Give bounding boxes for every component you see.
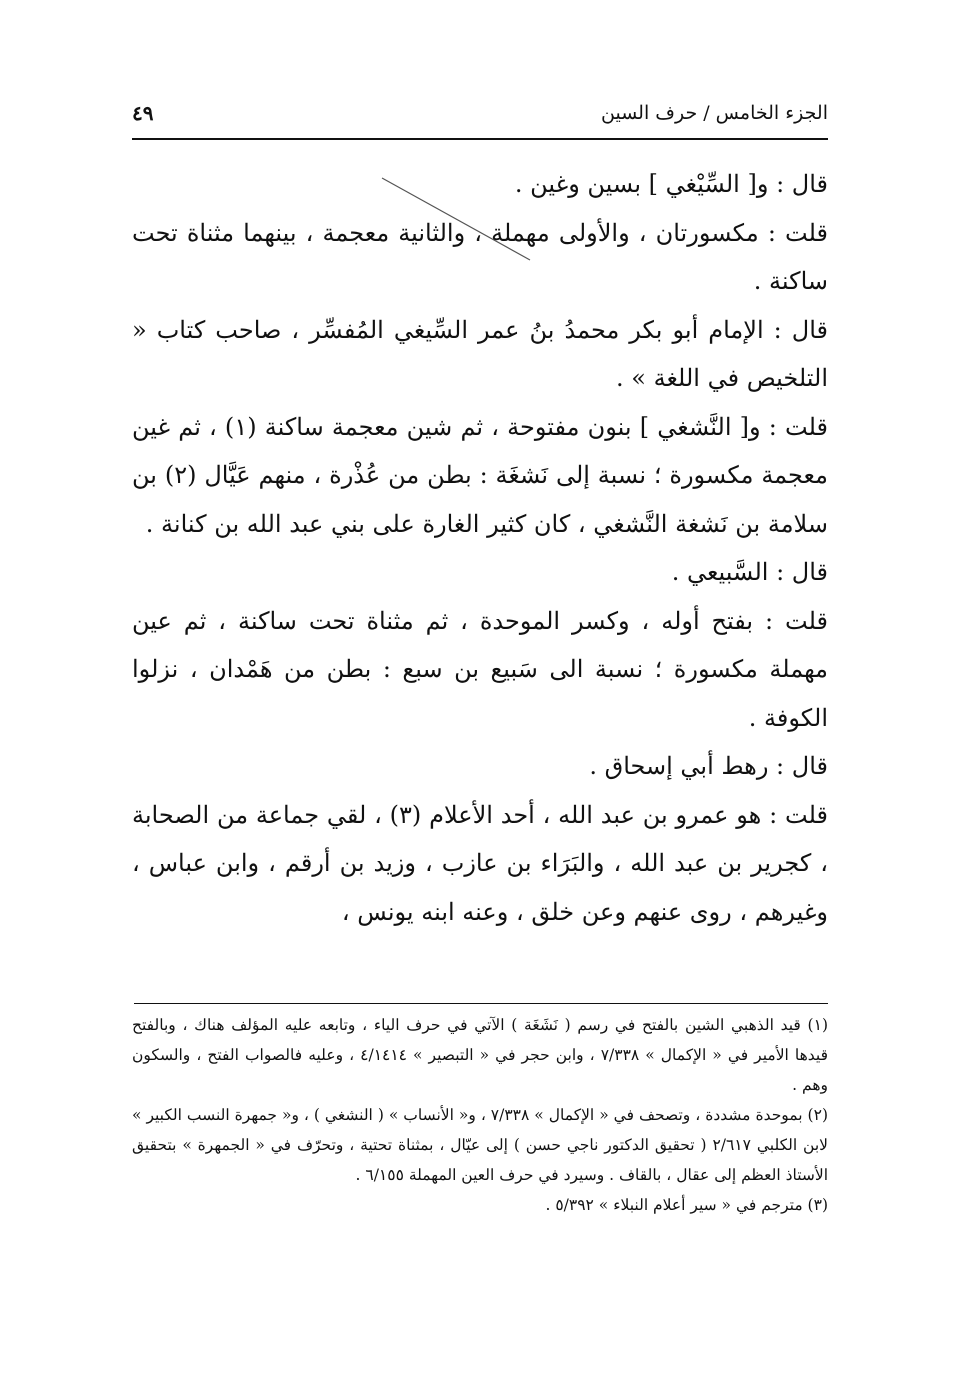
running-header (132, 96, 828, 130)
header-rule (132, 138, 828, 140)
paragraph: قلت : بفتح أوله ، وكسر الموحدة ، ثم مثناة تحت ساكنة ، ثم عين مهملة مكسورة ؛ نسبة الى سَبيع بن سبع : بطن من هَمْدان ، نزلوا الكوفة . (132, 606, 828, 732)
footnote: (١) قيد الذهبي الشين بالفتح في رسم ( نَشَغَة ) الآتي في حرف الياء ، وتابعه عليه المؤلف هناك ، وبالفتح قيدها الأمير في « الإكمال » ٧/٣٣٨ ، وابن حجر في « التبصير » ٤/١٤١٤ ، وعليه فالصواب الفتح ، والسكون وهم . (132, 1016, 829, 1094)
footnote: (٢) بموحدة مشددة ، وتصحف في « الإكمال » ٧/٣٣٨ ، و« الأنساب » ( النشغي ) ، و« جمهرة النسب الكبير » لابن الكلبي ٢/٦١٧ ( تحقيق الدكتور ناجي حسن ) إلى عيّال ، بمثناة تحتية ، وتحرّف في « الجمهرة » بتحقيق الأستاذ العظم إلى عقال ، بالقاف . وسيرد في حرف العين المهملة ٦/١٥٥ . (132, 1106, 828, 1184)
footnote: (٣) مترجم في « سير أعلام النبلاء » ٥/٣٩٢ . (545, 1196, 828, 1214)
paragraph: قال : السَّبيعي . (671, 558, 828, 586)
paragraph: قلت : و[ النَّشغي ] بنون مفتوحة ، ثم شين معجمة ساكنة (١) ، ثم غين معجمة مكسورة ؛ نسبة إلى نَشغَة : بطن من عُذْرة ، منهم عَيَّال (٢) بن سلامة بن نَشغة النَّشغي ، كان كثير الغارة على بني عبد الله بن كنانة . (132, 412, 828, 538)
paragraph: قلت : مكسورتان ، والأولى مهملة ، والثانية معجمة ، بينهما مثناة تحت ساكنة . (132, 218, 828, 295)
page-number: ٤٩ (132, 101, 154, 125)
footnotes (132, 1010, 828, 1220)
paragraph: قلت : هو عمرو بن عبد الله ، أحد الأعلام (٣) ، لقي جماعة من الصحابة ، كجرير بن عبد الله ، والبَرَاء بن عازب ، وزيد بن أرقم ، وابن عباس ، وغيرهم ، روى عنهم وعن خلق ، وعنه ابنه يونس ، (132, 800, 828, 926)
paragraph: قال : و[ السِّيْغي ] بسين وغين . (514, 170, 828, 198)
paragraph: قال : رهط أبي إسحاق . (589, 752, 828, 780)
footnote-rule (134, 1003, 828, 1004)
main-text (132, 160, 828, 936)
running-title: الجزء الخامس / حرف السين (601, 102, 828, 124)
paragraph: قال : الإمام أبو بكر محمدُ بنُ عمر السِّيغي المُفسِّر ، صاحب كتاب « التلخيص في اللغة » . (132, 315, 828, 392)
